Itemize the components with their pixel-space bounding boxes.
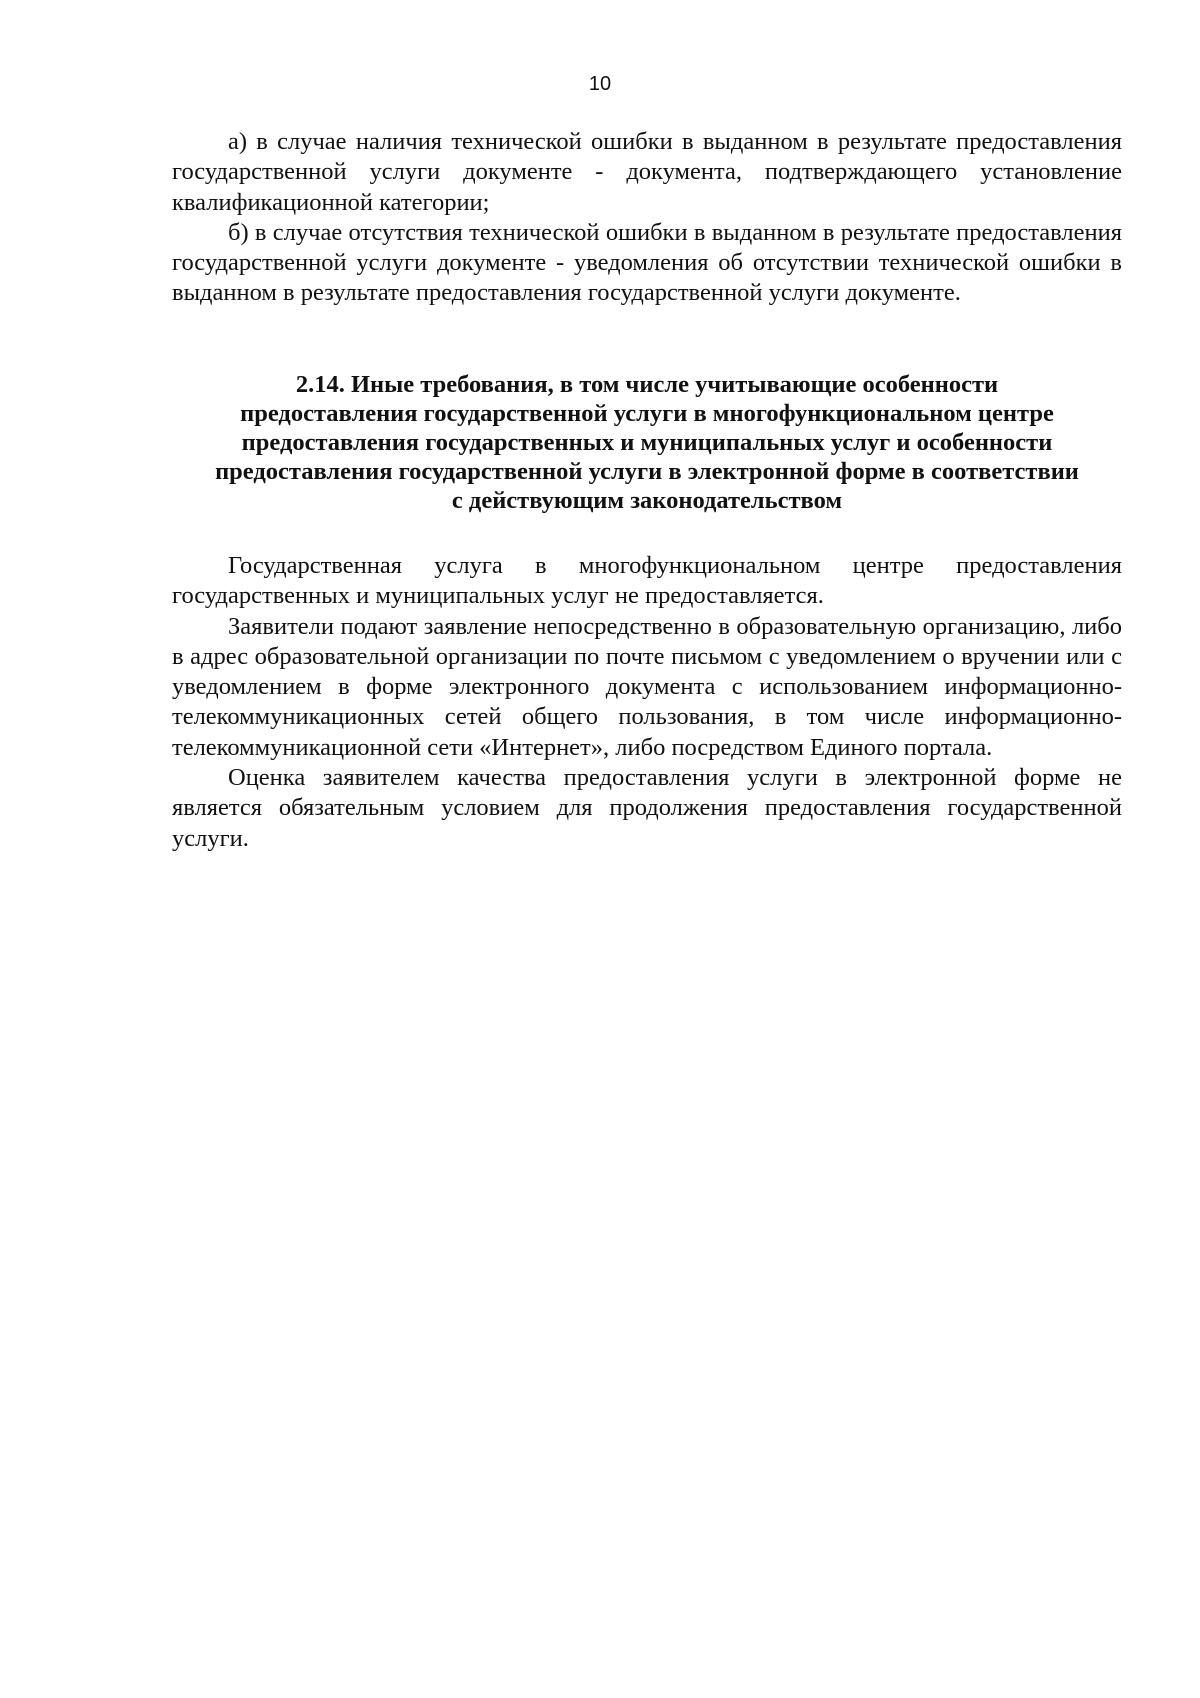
heading-line: предоставления государственной услуги в многофункциональном центре	[240, 400, 1054, 427]
correction-outcomes-section	[172, 127, 1122, 309]
paragraph-mfc-not-provided: Государственная услуга в многофункциональном центре предоставления государственных и муниципальных услуг не предоставляется.	[172, 552, 1122, 610]
paragraph-quality-assessment: Оценка заявителем качества предоставления услуги в электронной форме не является обязательным условием для продолжения предоставления государственной услуги.	[172, 764, 1122, 852]
page-number: 10	[588, 73, 612, 95]
section-2-14-body	[172, 551, 1122, 854]
heading-line: предоставления государственных и муниципальных услуг и особенности	[241, 429, 1053, 456]
section-heading-2-14	[172, 370, 1122, 515]
heading-line: с действующим законодательством	[451, 487, 843, 514]
paragraph-submission-methods: Заявители подают заявление непосредственно в образовательную организацию, либо в адрес образовательной организации по почте письмом с уведомлением о вручении или с уведомлением в форме электронного документа с использованием информационно-телекоммуникационных сетей общего пользования, в том числе информационно-телекоммуникационной сети «Интернет», либо посредством Единого портала.	[172, 612, 1122, 761]
paragraph-item-b: б) в случае отсутствия технической ошибки в выданном в результате предоставления государственной услуги документе - уведомления об отсутствии технической ошибки в выданном в результате предоставления государственной услуги документе.	[172, 218, 1122, 307]
paragraph-item-a: а) в случае наличия технической ошибки в выданном в результате предоставления государственной услуги документе - документа, подтверждающего установление квалификационной категории;	[172, 128, 1122, 216]
heading-line: предоставления государственной услуги в электронной форме в соответствии	[215, 458, 1079, 485]
heading-line: 2.14. Иные требования, в том числе учитывающие особенности	[295, 371, 999, 398]
